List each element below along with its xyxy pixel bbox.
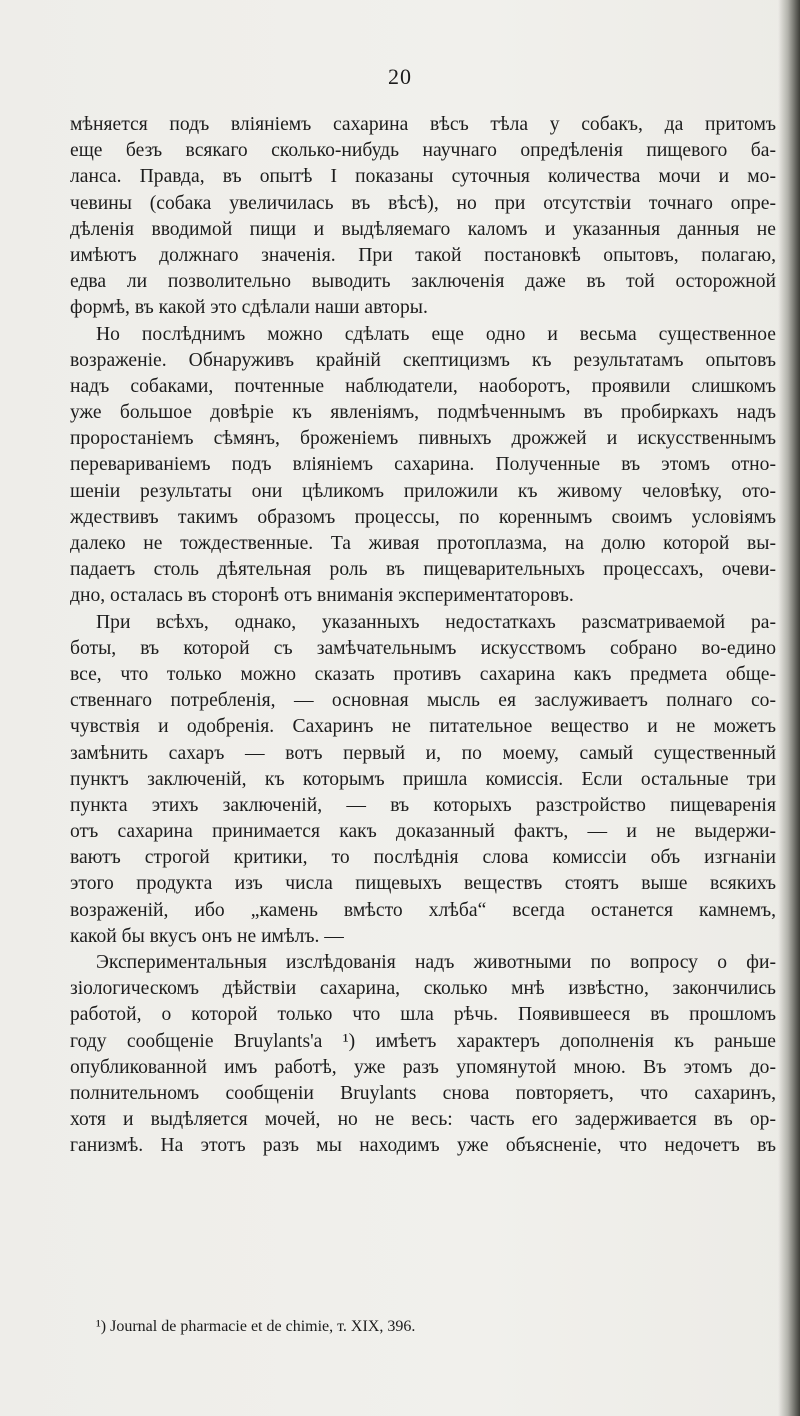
text-line: надъ собаками, почтенные наблюдатели, наоборотъ, проявили слишкомъ: [70, 375, 776, 397]
text-line: отъ сахарина принимается какъ доказанный фактъ, — и не выдержи-: [70, 821, 776, 843]
text-line: хотя и выдѣляется мочей, но не весь: часть его задерживается въ ор-: [70, 1109, 776, 1131]
footnote-marker: ¹): [96, 1318, 107, 1335]
text-line: ланса. Правда, въ опытѣ I показаны суточныя количества мочи и мо-: [70, 166, 776, 188]
page-edge-shadow: [778, 0, 800, 1416]
text-line: проростаніемъ сѣмянъ, броженіемъ пивныхъ дрожжей и искусственнымъ: [70, 428, 776, 450]
text-line: ждествивъ такимъ образомъ процессы, по кореннымъ своимъ условіямъ: [70, 506, 776, 528]
text-line: мѣняется подъ вліяніемъ сахарина вѣсъ тѣла у собакъ, да притомъ: [70, 114, 776, 135]
footnote: [96, 1318, 415, 1336]
text-line: Но послѣднимъ можно сдѣлать еще одно и весьма существенное: [96, 323, 776, 345]
text-line: едва ли позволительно выводить заключенія даже въ той осторожной: [70, 271, 776, 293]
text-line: чувствія и одобренія. Сахаринъ не питательное вещество и не можетъ: [70, 716, 776, 738]
text-line: возраженіе. Обнаруживъ крайній скептицизмъ къ результатамъ опытовъ: [70, 349, 776, 371]
text-line: перевариваніемъ подъ вліяніемъ сахарина. Полученные въ этомъ отно-: [70, 454, 776, 476]
text-line: падаетъ столь дѣятельная роль въ пищеварительныхъ процессахъ, очеви-: [70, 559, 776, 581]
text-line: далеко не тождественные. Та живая протоплазма, на долю которой вы-: [70, 533, 776, 554]
text-line: этого продукта изъ числа пищевыхъ веществъ стоятъ выше всякихъ: [70, 873, 776, 895]
text-line: опубликованной имъ работѣ, уже разъ упомянутой мною. Въ этомъ до-: [70, 1056, 776, 1078]
text-line: имѣютъ должнаго значенія. При такой постановкѣ опытовъ, полагаю,: [70, 244, 776, 266]
text-line: боты, въ которой съ замѣчательнымъ искусствомъ собрано во-едино: [70, 637, 776, 659]
text-line: пункта этихъ заключеній, — въ которыхъ разстройство пищеваренія: [70, 794, 776, 816]
text-line: ственнаго потребленія, — основная мысль ея заслуживаетъ полнаго со-: [70, 690, 776, 712]
text-line: полнительномъ сообщеніи Bruylants снова повторяетъ, что сахаринъ,: [70, 1082, 776, 1104]
text-line: дно, осталась въ сторонѣ отъ вниманія экспериментаторовъ.: [70, 585, 574, 607]
text-line: шеніи результаты они цѣликомъ приложили къ живому человѣку, ото-: [70, 480, 776, 502]
text-line: ганизмѣ. На этотъ разъ мы находимъ уже объясненіе, что недочетъ въ: [70, 1135, 776, 1157]
footnote-text: Journal de pharmacie et de chimie, т. XIX, 396.: [110, 1318, 416, 1335]
text-line: формѣ, въ какой это сдѣлали наши авторы.: [70, 297, 428, 319]
text-line: чевины (собака увеличилась въ вѣсѣ), но при отсутствіи точнаго опре-: [70, 192, 776, 214]
text-line: ваютъ строгой критики, то послѣднія слова комиссіи объ изгнаніи: [70, 847, 776, 869]
text-line: еще безъ всякаго сколько-нибудь научнаго опредѣленія пищевого ба-: [70, 140, 776, 162]
text-line: какой бы вкусъ онъ не имѣлъ. —: [70, 925, 344, 947]
text-line: При всѣхъ, однако, указанныхъ недостаткахъ разсматриваемой ра-: [96, 611, 776, 633]
body-text: [70, 112, 776, 1160]
text-line: уже большое довѣріе къ явленіямъ, подмѣченнымъ въ пробиркахъ надъ: [70, 402, 776, 424]
text-line: Экспериментальныя изслѣдованія надъ животными по вопросу о фи-: [96, 952, 776, 973]
text-line: году сообщеніе Bruylants'а ¹) имѣетъ характеръ дополненія къ раньше: [70, 1030, 776, 1052]
text-line: все, что только можно сказать противъ сахарина какъ предмета обще-: [70, 663, 776, 685]
text-line: замѣнить сахаръ — вотъ первый и, по моему, самый существенный: [70, 742, 776, 764]
text-line: пунктъ заключеній, къ которымъ пришла комиссія. Если остальные три: [70, 768, 776, 790]
text-line: зіологическомъ дѣйствіи сахарина, сколько мнѣ извѣстно, закончились: [70, 978, 776, 1000]
text-line: работой, о которой только что шла рѣчь. Появившееся въ прошломъ: [70, 1004, 776, 1026]
text-line: возраженій, ибо „камень вмѣсто хлѣба“ всегда останется камнемъ,: [70, 899, 776, 921]
text-line: дѣленія вводимой пищи и выдѣляемаго каломъ и указанныя данныя не: [70, 218, 776, 240]
page-number: 20: [388, 64, 412, 89]
